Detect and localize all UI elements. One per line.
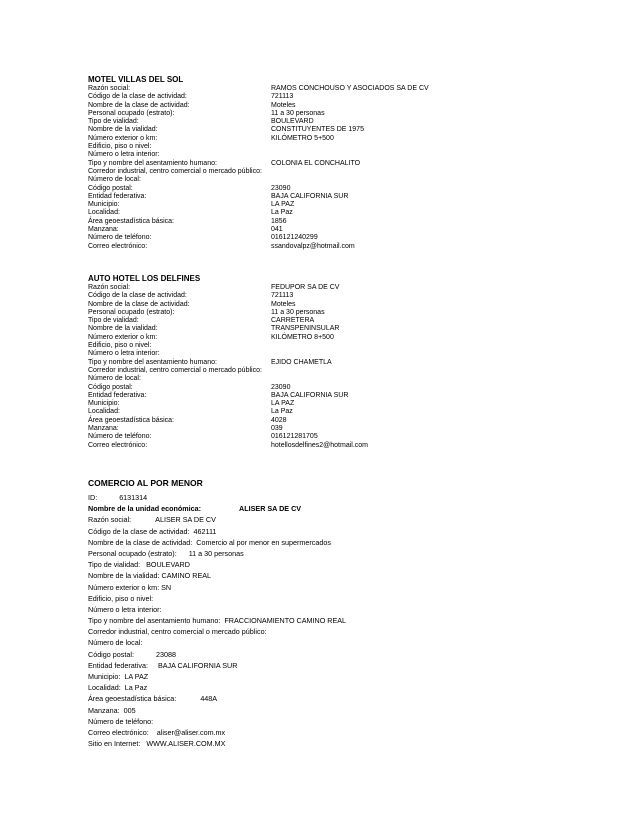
field-row <box>88 350 548 358</box>
field-row <box>88 93 548 101</box>
field-value: CAMINO REAL <box>161 571 212 581</box>
field-value: BAJA CALIFORNIA SUR <box>157 660 238 670</box>
field-value: KILÓMETRO 8+500 <box>271 333 334 341</box>
field-value: 448A <box>200 694 218 704</box>
field-row <box>88 201 548 209</box>
field-value: 016121240299 <box>271 234 318 242</box>
field-label: Razón social: <box>88 284 131 291</box>
field-value: 23090 <box>271 383 291 391</box>
field-row <box>88 384 548 392</box>
field-row <box>88 325 548 333</box>
field-value: ALISER SA DE CV <box>239 504 302 514</box>
field-row <box>88 234 548 242</box>
field-row <box>88 626 548 637</box>
field-label: Entidad federativa: <box>88 391 147 399</box>
field-row <box>88 716 548 727</box>
field-value: 4028 <box>271 416 287 424</box>
field-row <box>88 727 548 738</box>
field-label: Corredor industrial, centro comercial o mercado público: <box>88 167 262 175</box>
field-label: Nombre de la vialidad: <box>88 126 158 134</box>
field-label: Localidad: <box>88 209 120 217</box>
field-row <box>88 243 548 251</box>
field-value: 6131314 <box>119 493 148 502</box>
field-row <box>88 284 548 292</box>
field-label: Manzana: <box>88 226 119 234</box>
field-value: 23088 <box>155 649 176 659</box>
record-title: COMERCIO AL POR MENOR <box>88 478 203 488</box>
field-row <box>88 375 548 383</box>
field-value: 016121281705 <box>271 433 318 441</box>
field-label: Municipio: <box>88 672 121 681</box>
field-value: 11 a 30 personas <box>188 548 244 558</box>
field-value: La Paz <box>124 683 148 693</box>
field-label: Municipio: <box>88 400 120 408</box>
field-row <box>88 671 548 682</box>
field-row <box>88 110 548 118</box>
field-row <box>88 492 548 503</box>
field-value: BAJA CALIFORNIA SUR <box>271 391 349 399</box>
field-row <box>88 738 548 749</box>
field-label: Nombre de la clase de actividad: <box>88 537 193 547</box>
field-label: Código postal: <box>88 383 133 391</box>
field-row <box>88 400 548 408</box>
field-row <box>88 593 548 604</box>
field-row <box>88 193 548 201</box>
field-label: Tipo y nombre del asentamiento humano: <box>88 616 221 626</box>
field-value: hotellosdelfines2@hotmail.com <box>271 441 368 449</box>
record-auto-hotel-los-delfines <box>88 274 548 450</box>
field-label: Tipo y nombre del asentamiento humano: <box>88 159 217 167</box>
field-label: Personal ocupado (estrato): <box>88 109 175 117</box>
field-row <box>88 367 548 375</box>
field-label: Nombre de la vialidad: <box>88 571 160 581</box>
field-label: Código de la clase de actividad: <box>88 292 187 300</box>
field-value: COLONIA EL CONCHALITO <box>271 159 361 167</box>
field-label: Sitio en Internet: <box>88 739 141 749</box>
field-value: TRANSPENINSULAR <box>271 325 340 333</box>
field-label: Nombre de la unidad económica: <box>88 504 202 514</box>
field-row <box>88 85 548 93</box>
field-label: Personal ocupado (estrato): <box>88 308 175 316</box>
field-row <box>88 693 548 704</box>
field-value: 23090 <box>271 184 291 192</box>
field-label: Número de local: <box>88 176 141 184</box>
field-label: Personal ocupado (estrato): <box>88 548 177 558</box>
field-value: aliser@aliser.com.mx <box>156 727 226 737</box>
field-value: 039 <box>271 425 283 433</box>
field-label: Número exterior o km: <box>88 333 158 341</box>
field-row <box>88 135 548 143</box>
field-value: CARRETERA <box>271 317 315 325</box>
field-label: Correo electrónico: <box>88 727 149 737</box>
field-value: FEDUPOR SA DE CV <box>271 284 340 291</box>
field-row <box>88 168 548 176</box>
field-row <box>88 309 548 317</box>
field-value: LA PAZ <box>271 400 295 408</box>
field-value: FRACCIONAMIENTO CAMINO REAL <box>224 616 347 626</box>
field-label: Tipo de vialidad: <box>88 560 141 570</box>
field-label: Número de teléfono: <box>88 716 154 726</box>
field-value: Comercio al por menor en supermercados <box>196 537 331 547</box>
field-row <box>88 615 548 626</box>
field-value: LA PAZ <box>271 201 295 209</box>
field-row <box>88 226 548 234</box>
field-label: Área geoestadística básica: <box>88 694 177 704</box>
field-value: EJIDO CHAMETLA <box>271 358 332 366</box>
field-label: Municipio: <box>88 201 120 209</box>
record-fields <box>88 492 548 749</box>
field-label: Nombre de la clase de actividad: <box>88 300 190 308</box>
field-value: Moteles <box>271 300 296 308</box>
field-label: Localidad: <box>88 408 120 416</box>
field-row <box>88 537 548 548</box>
field-value: LA PAZ <box>124 672 149 681</box>
field-label: ID: <box>88 493 98 502</box>
field-label: Código postal: <box>88 649 134 659</box>
field-row <box>88 503 548 514</box>
field-row <box>88 433 548 441</box>
field-row <box>88 218 548 226</box>
field-value: WWW.ALISER.COM.MX <box>146 739 226 749</box>
field-row <box>88 292 548 300</box>
field-row <box>88 126 548 134</box>
field-row <box>88 514 548 525</box>
field-value: 11 a 30 personas <box>271 308 325 316</box>
field-label: Número de teléfono: <box>88 234 152 242</box>
field-label: Nombre de la vialidad: <box>88 325 158 333</box>
field-label: Corredor industrial, centro comercial o mercado público: <box>88 627 267 637</box>
field-label: Manzana: <box>88 705 120 715</box>
field-label: Número de local: <box>88 638 143 648</box>
field-row <box>88 637 548 648</box>
field-label: Número o letra interior: <box>88 604 162 614</box>
field-row <box>88 334 548 342</box>
field-label: Razón social: <box>88 515 132 525</box>
field-row <box>88 705 548 716</box>
field-row <box>88 649 548 660</box>
field-row <box>88 102 548 110</box>
field-row <box>88 548 548 559</box>
field-label: Número de teléfono: <box>88 433 152 441</box>
field-row <box>88 359 548 367</box>
field-row <box>88 570 548 581</box>
field-label: Tipo de vialidad: <box>88 317 139 325</box>
field-value: CONSTITUYENTES DE 1975 <box>271 126 364 134</box>
field-label: Edificio, piso o nivel: <box>88 593 154 603</box>
field-row <box>88 392 548 400</box>
field-label: Número o letra interior: <box>88 151 160 159</box>
field-label: Edificio, piso o nivel: <box>88 342 152 350</box>
field-value: BOULEVARD <box>146 560 190 570</box>
field-label: Localidad: <box>88 683 121 693</box>
field-value: 1856 <box>271 217 287 225</box>
field-row <box>88 118 548 126</box>
field-label: Número exterior o km: <box>88 134 158 142</box>
field-value: 041 <box>271 226 283 234</box>
field-value: 721113 <box>271 93 294 101</box>
field-row <box>88 604 548 615</box>
record-title: AUTO HOTEL LOS DELFINES <box>88 274 201 283</box>
field-row <box>88 185 548 193</box>
record-fields <box>88 85 548 251</box>
field-value: 721113 <box>271 292 294 300</box>
field-label: Edificio, piso o nivel: <box>88 143 152 151</box>
field-row <box>88 317 548 325</box>
field-value: ALISER SA DE CV <box>155 515 216 525</box>
field-label: Número o letra interior: <box>88 350 160 358</box>
record-comercio-al-por-menor <box>88 478 548 749</box>
field-value: La Paz <box>271 209 293 217</box>
field-value: 11 a 30 personas <box>271 109 325 117</box>
field-row <box>88 176 548 184</box>
field-row <box>88 559 548 570</box>
record-fields <box>88 284 548 450</box>
field-value: La Paz <box>271 408 293 416</box>
field-value: KILÓMETRO 5+500 <box>271 134 334 142</box>
field-row <box>88 408 548 416</box>
field-label: Área geoestadística básica: <box>88 217 174 225</box>
field-value: RAMOS CONCHOUSO Y ASOCIADOS SA DE CV <box>271 85 429 92</box>
field-label: Razón social: <box>88 85 131 92</box>
field-label: Correo electrónico: <box>88 441 148 449</box>
field-row <box>88 209 548 217</box>
field-label: Código de la clase de actividad: <box>88 93 187 101</box>
field-label: Tipo y nombre del asentamiento humano: <box>88 358 217 366</box>
record-title: MOTEL VILLAS DEL SOL <box>88 75 184 84</box>
field-row <box>88 301 548 309</box>
field-label: Entidad federativa: <box>88 660 148 670</box>
field-row <box>88 660 548 671</box>
field-row <box>88 417 548 425</box>
field-row <box>88 342 548 350</box>
field-label: Área geoestadística básica: <box>88 416 174 424</box>
field-label: Tipo de vialidad: <box>88 118 139 126</box>
field-label: Número de local: <box>88 375 141 383</box>
field-label: Corredor industrial, centro comercial o mercado público: <box>88 366 262 374</box>
field-row <box>88 682 548 693</box>
field-row <box>88 582 548 593</box>
field-row <box>88 151 548 159</box>
field-row <box>88 425 548 433</box>
field-label: Entidad federativa: <box>88 192 147 200</box>
field-value: BAJA CALIFORNIA SUR <box>271 192 349 200</box>
field-value: BOULEVARD <box>271 118 314 126</box>
field-label: Código de la clase de actividad: <box>88 526 190 536</box>
record-motel-villas-del-sol <box>88 75 548 251</box>
field-value: ssandovalpz@hotmail.com <box>271 242 355 250</box>
field-row <box>88 160 548 168</box>
field-label: Manzana: <box>88 425 119 433</box>
field-label: Código postal: <box>88 184 133 192</box>
field-value: 005 <box>123 705 136 715</box>
field-label: Nombre de la clase de actividad: <box>88 101 190 109</box>
field-row <box>88 526 548 537</box>
field-row <box>88 442 548 450</box>
field-label: Número exterior o km: <box>88 582 160 592</box>
field-value: Moteles <box>271 101 296 109</box>
field-value: 462111 <box>193 526 217 536</box>
field-value: SN <box>161 582 172 592</box>
field-row <box>88 143 548 151</box>
field-label: Correo electrónico: <box>88 242 148 250</box>
